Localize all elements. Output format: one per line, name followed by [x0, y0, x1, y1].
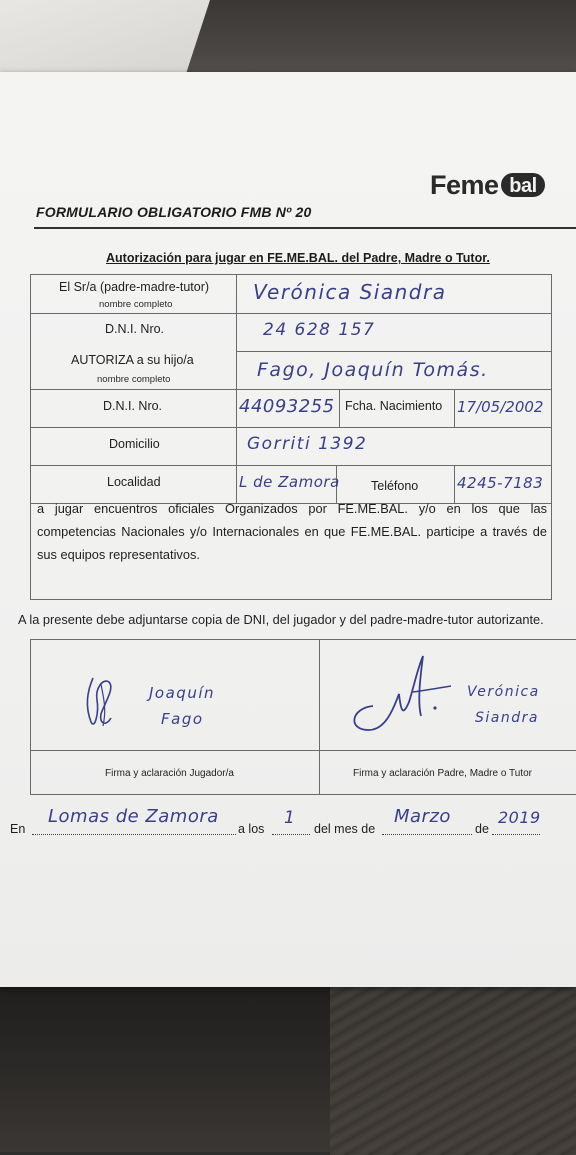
column-divider	[454, 389, 455, 427]
column-divider	[319, 640, 320, 795]
row-divider	[236, 351, 551, 352]
tutor-dni-label: D.N.I. Nro.	[105, 322, 165, 336]
form-title: FORMULARIO OBLIGATORIO FMB Nº 20	[36, 204, 312, 220]
parent-signature-caption: Firma y aclaración Padre, Madre o Tutor	[353, 768, 532, 779]
birth-date-label: Fcha. Nacimiento	[345, 399, 443, 413]
signature-table	[30, 639, 576, 795]
year-field[interactable]: 2019	[498, 808, 541, 827]
column-divider	[236, 275, 237, 503]
authorization-text: a jugar encuentros oficiales Organizados por FE.ME.BAL. y/o en los que las competencias Nacionales y/o Internacionales en que FE.ME.BAL. participe a través de sus equipos representativos.	[37, 501, 547, 562]
authorization-table	[30, 274, 552, 600]
day-field[interactable]: 1	[284, 808, 297, 828]
place-field[interactable]: Lomas de Zamora	[48, 806, 219, 827]
child-sublabel: nombre completo	[97, 374, 171, 385]
player-signature-caption: Firma y aclaración Jugador/a	[105, 768, 234, 779]
child-dni-field[interactable]: 44093255	[239, 396, 335, 417]
address-field[interactable]: Gorriti 1392	[247, 434, 368, 454]
form-sheet	[0, 72, 576, 987]
logo-text: Feme	[430, 170, 499, 200]
city-label: Localidad	[107, 475, 161, 489]
address-label: Domicilio	[109, 437, 160, 451]
title-divider	[34, 227, 576, 229]
closing-en-label: En	[10, 822, 26, 836]
tutor-label: El Sr/a (padre-madre-tutor)	[59, 280, 210, 294]
phone-label: Teléfono	[371, 479, 419, 493]
row-divider	[31, 427, 551, 428]
parent-name-line2: Siandra	[475, 710, 539, 726]
row-divider	[31, 750, 576, 751]
child-dni-label: D.N.I. Nro.	[103, 399, 163, 413]
tutor-dni-field[interactable]: 24 628 157	[263, 320, 376, 340]
player-name-line2: Fago	[161, 710, 204, 728]
femebal-logo	[430, 170, 546, 201]
autoriza-label: AUTORIZA a su hijo/a	[71, 353, 194, 367]
parent-name-line1: Verónica	[467, 684, 540, 700]
player-signature-mark	[83, 672, 121, 732]
logo-badge	[500, 172, 546, 198]
form-subtitle: Autorización para jugar en FE.ME.BAL. del Padre, Madre o Tutor.	[106, 251, 490, 265]
row-divider	[31, 465, 551, 466]
row-divider	[31, 313, 551, 314]
column-divider	[339, 389, 340, 427]
underlying-paper	[0, 0, 210, 80]
phone-field[interactable]: 4245-7183	[457, 474, 544, 492]
wood-surface	[330, 985, 576, 1155]
closing-del-mes-label: del mes de	[314, 822, 376, 836]
parent-signature-mark	[343, 650, 453, 736]
player-name-line1: Joaquín	[149, 684, 215, 702]
birth-date-field[interactable]: 17/05/2002	[457, 398, 544, 416]
tutor-name-field[interactable]: Verónica Siandra	[253, 280, 447, 304]
city-field[interactable]: L de Zamora	[239, 473, 340, 491]
tutor-sublabel: nombre completo	[99, 299, 173, 310]
logo-badge-text: bal	[508, 175, 537, 197]
row-divider	[31, 389, 551, 390]
closing-de-label: de	[475, 822, 489, 836]
closing-a-los-label: a los	[238, 822, 265, 836]
child-name-field[interactable]: Fago, Joaquín Tomás.	[257, 359, 489, 381]
month-field[interactable]: Marzo	[394, 806, 451, 827]
attachment-note: A la presente debe adjuntarse copia de DNI, del jugador y del padre-madre-tutor autorizante.	[18, 612, 544, 627]
